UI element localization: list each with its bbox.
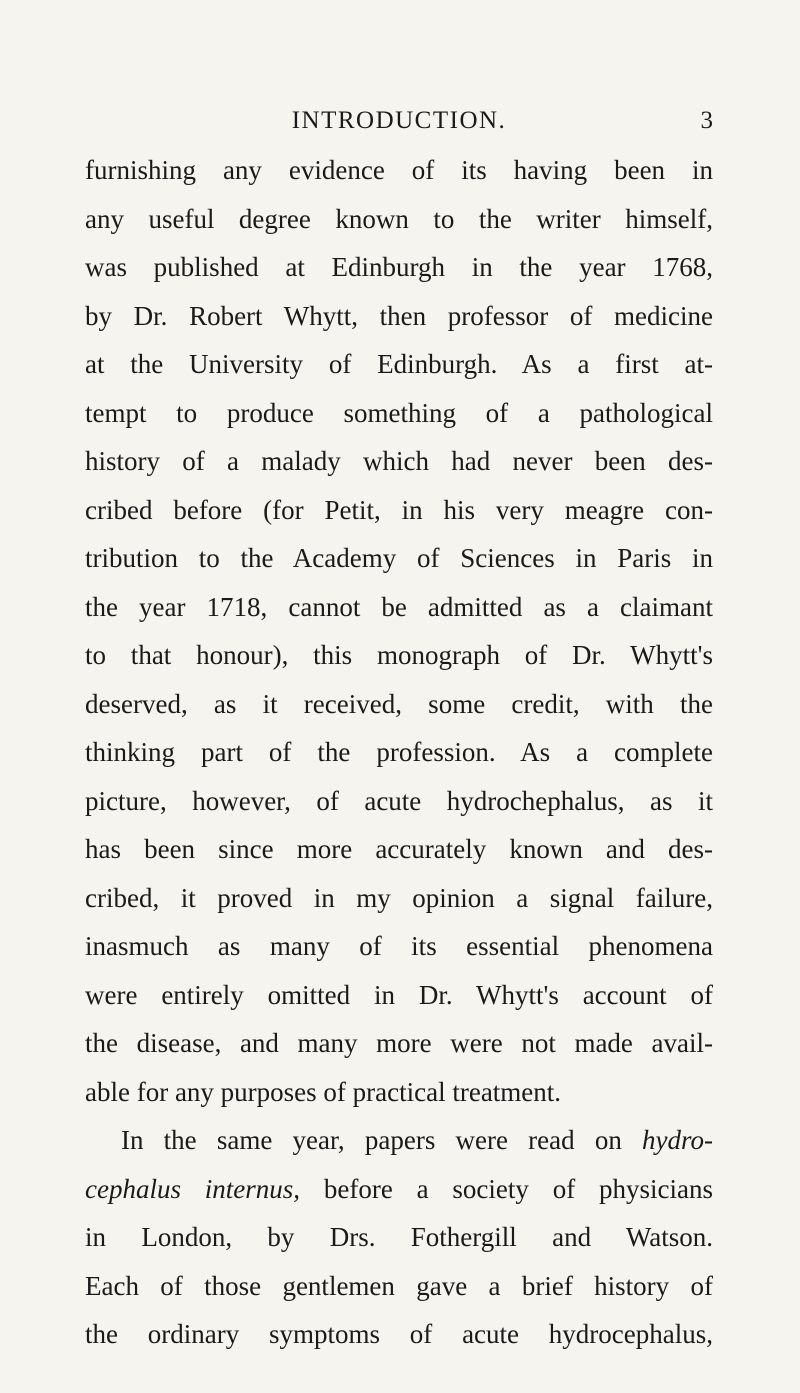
- text-line: furnishing any evidence of its having been in: [85, 155, 713, 185]
- text-line: in London, by Drs. Fothergill and Watson.: [85, 1222, 713, 1252]
- text-line: at the University of Edinburgh. As a first at-: [85, 349, 713, 379]
- text-line: picture, however, of acute hydrochephalus, as it: [85, 785, 713, 816]
- text-line: by Dr. Robert Whytt, then professor of medicine: [85, 300, 713, 331]
- text-line: the disease, and many more were not made avail-: [85, 1028, 713, 1058]
- line-segment: In the same year, papers were read on: [121, 1125, 643, 1155]
- italic-term: cephalus internus,: [85, 1173, 301, 1204]
- text-line: the ordinary symptoms of acute hydrocephalus,: [85, 1319, 713, 1349]
- text-line: Each of those gentlemen gave a brief history of: [85, 1270, 713, 1301]
- text-line: cribed before (for Petit, in his very meagre con-: [85, 494, 713, 525]
- text-line: cribed, it proved in my opinion a signal failure,: [85, 882, 713, 913]
- text-line: the year 1718, cannot be admitted as a claimant: [85, 591, 713, 622]
- body-text: [85, 146, 713, 1359]
- text-line: tribution to the Academy of Sciences in Paris in: [85, 543, 713, 573]
- running-head: [85, 103, 713, 139]
- page-number: 3: [700, 107, 713, 134]
- text-line: was published at Edinburgh in the year 1768,: [85, 252, 713, 282]
- text-line: any useful degree known to the writer himself,: [85, 203, 713, 234]
- text-line: thinking part of the profession. As a complete: [85, 737, 713, 767]
- text-line: history of a malady which had never been des-: [85, 446, 713, 476]
- running-title: INTRODUCTION.: [291, 107, 507, 134]
- text-line: inasmuch as many of its essential phenomena: [85, 931, 713, 961]
- text-line: has been since more accurately known and des-: [85, 834, 713, 864]
- text-line: tempt to produce something of a pathological: [85, 397, 713, 428]
- text-line: were entirely omitted in Dr. Whytt's account of: [85, 979, 713, 1010]
- text-line: deserved, as it received, some credit, with the: [85, 688, 713, 719]
- italic-term: hydro-: [642, 1125, 713, 1155]
- line-segment: before a society of physicians: [300, 1173, 713, 1204]
- text-line: [85, 1165, 713, 1214]
- text-line: to that honour), this monograph of Dr. Whytt's: [85, 640, 713, 670]
- text-line-paragraph-start: [85, 1116, 713, 1165]
- text-line-paragraph-end: able for any purposes of practical treatment.: [85, 1076, 562, 1107]
